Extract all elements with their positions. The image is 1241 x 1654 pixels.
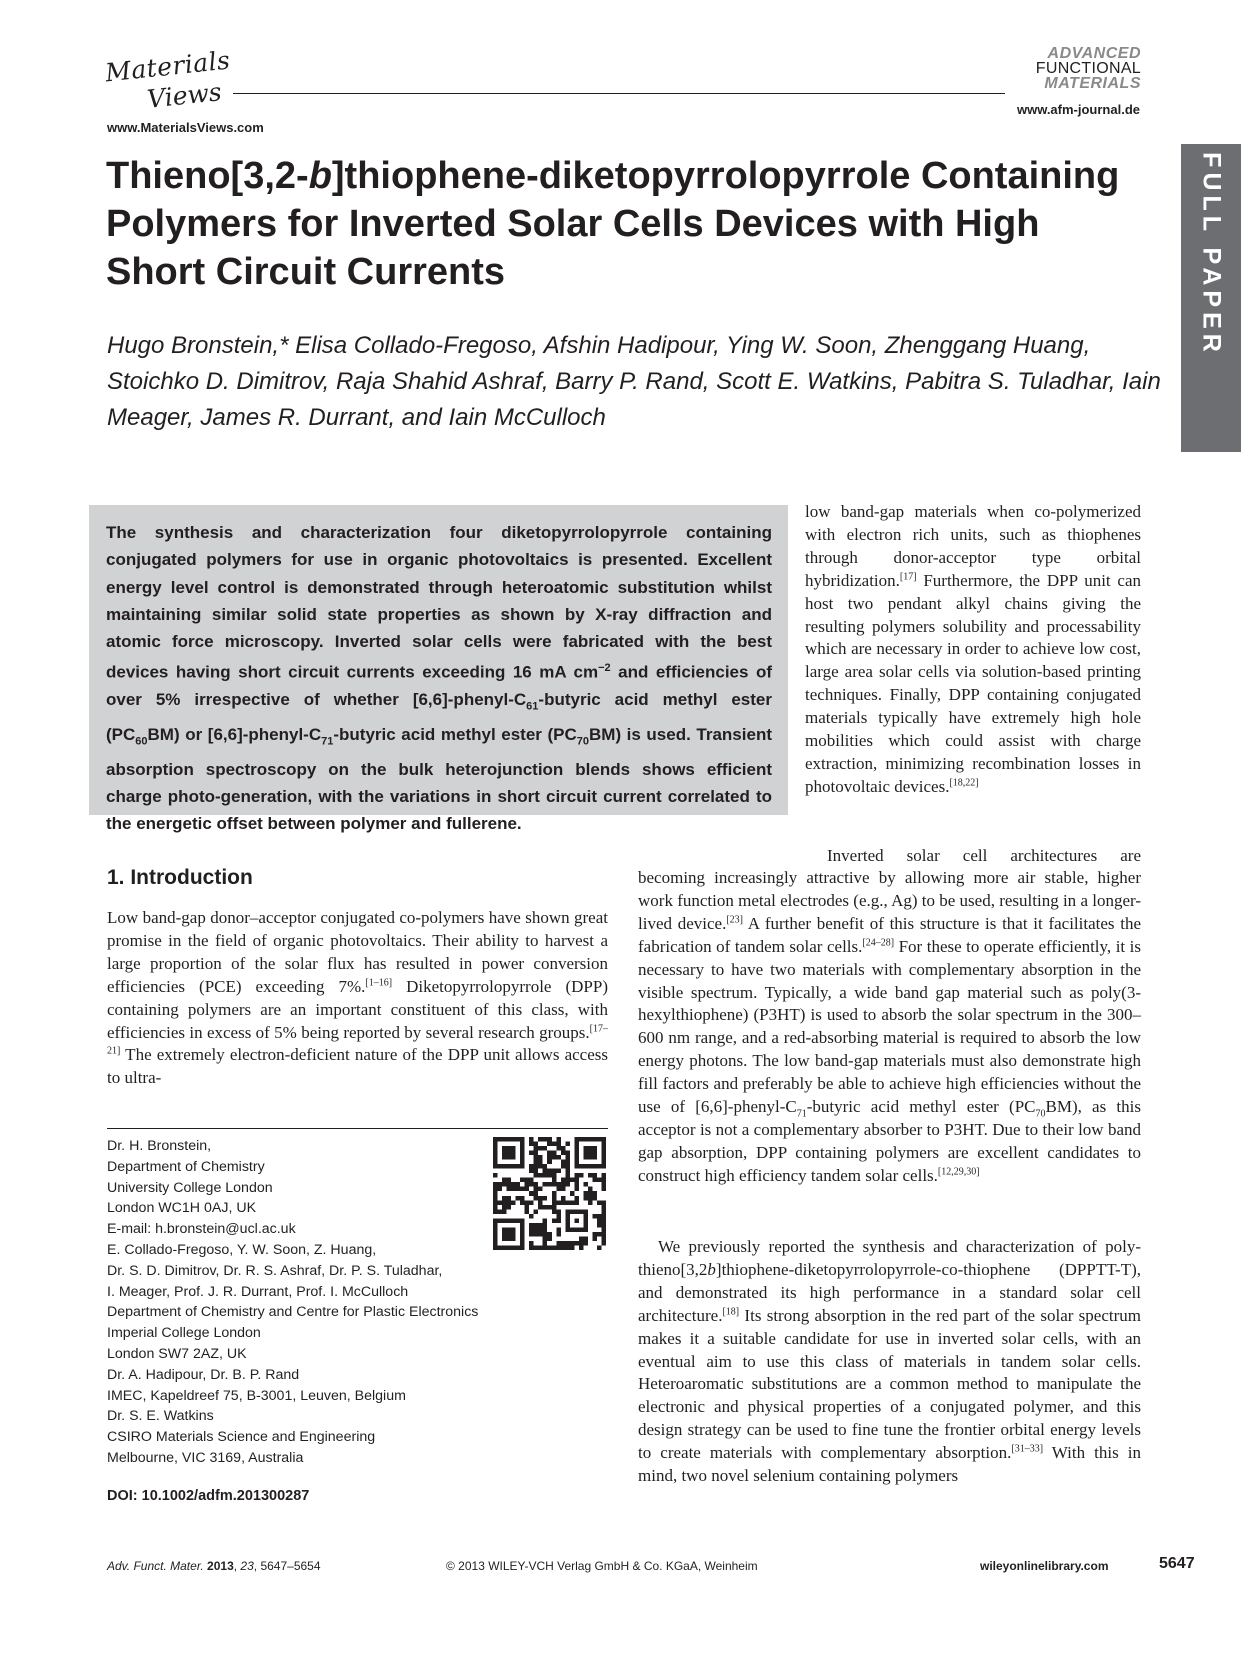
journal-logo-line1: ADVANCED <box>1047 45 1141 62</box>
affiliation-line: University College London <box>107 1179 273 1196</box>
qr-code-icon[interactable] <box>493 1137 606 1250</box>
introduction-paragraph: Low band-gap donor–acceptor conjugated co-polymers have shown great promise in the field of organic photovoltaics. Their ability to harvest a large proportion of the solar flux has resulted in power conversion efficiencies (PCE) exceeding 7%.[1–16] Diketopyrrolopyrrole (DPP) containing polymers are an important constituent of this class, with efficiencies in excess of 5% being reported by several research groups.[17–21] The extremely electron-deficient nature of the DPP unit allows access to ultra- <box>107 908 609 1088</box>
page-number: 5647 <box>1159 1555 1195 1572</box>
affiliation-line: Imperial College London <box>107 1325 261 1342</box>
article-title: Thieno[3,2-b]thiophene-diketopyrrolopyrrole Containing Polymers for Inverted Solar Cells Devices with High Short Circuit Currents <box>106 155 1120 293</box>
journal-logo <box>1036 46 1141 91</box>
right-paragraph-2: We previously reported the synthesis and characterization of poly-thieno[3,2b]thiophene-diketopyrrolopyrrole-co-thiophene (DPPTT-T), and demonstrated its high performance in a standard solar cell architecture.[18] Its strong absorption in the red part of the solar spectrum makes it a suitable candidate for use in inverted solar cells, with an eventual aim to use this class of materials in tandem solar cells. Heteroaromatic substitutions are a common method to manipulate the electronic and physical properties of a conjugated polymer, and this design strategy can be used to fine tune the frontier orbital energy levels to create materials with complementary absorption.[31–33] With this in mind, two novel selenium containing polymers <box>638 1237 1141 1486</box>
affiliation-line: I. Meager, Prof. J. R. Durrant, Prof. I. McCulloch <box>107 1283 409 1300</box>
author-email[interactable]: E-mail: h.bronstein@ucl.ac.uk <box>107 1221 296 1238</box>
affiliation-line: Dr. H. Bronstein, <box>107 1138 212 1154</box>
materials-views-logo <box>103 45 232 114</box>
citation-ref[interactable]: [23] <box>726 914 743 926</box>
journal-site-link[interactable]: www.afm-journal.de <box>1016 102 1140 117</box>
affiliation-rule <box>107 1128 608 1129</box>
citation-ref[interactable]: [18] <box>722 1306 740 1318</box>
citation-ref[interactable]: [17] <box>899 571 917 583</box>
section-tab-label: FULL PAPER <box>1197 152 1226 357</box>
affiliation-line: Department of Chemistry and Centre for Plastic Electronics <box>107 1304 479 1321</box>
header-rule <box>233 93 1005 94</box>
right-paragraph-1: becoming increasingly attractive by allowing more air stable, higher work function metal electrodes (e.g., Ag) to be used, resulting in a longer-lived device.[23] A further benefit of this structure is that it facilitates the fabrication of tandem solar cells.[24–28] For these to operate efficiently, it is necessary to have two materials with complementary absorption in the visible spectrum. Typically, a wide band gap material such as poly(3-hexylthiophene) (P3HT) is used to absorb the solar spectrum in the 300–600 nm range, and a red-absorbing material is required to absorb the low energy photons. The low band-gap materials must also demonstrate high fill factors and preferably be able to achieve high efficiencies without the use of $[6,6]-phenyl-C_{71}$-butyric acid methyl ester $(PC_{70}BM)$, as this acceptor is not a complementary absorber to P3HT. Due to their low band gap absorption, DPP containing polymers are excellent candidates to construct high efficiency tandem solar cells.[12,29,30] <box>638 868 1142 1185</box>
affiliation-line: London WC1H 0AJ, UK <box>107 1200 257 1217</box>
affiliations-block <box>107 1136 507 1469</box>
abstract-text: The synthesis and characterization four diketopyrrolopyrrole containing conjugated polymers for use in organic photovoltaics is presented. Excellent energy level control is demonstrated through heteroatomic substitution whilst maintaining similar solid state properties as shown by X-ray diffraction and atomic force microscopy. Inverted solar cells were fabricated with the best devices having short circuit currents exceeding 16 mA $cm^{-2}$ and efficiencies of over 5% irrespective of whether $[6,6]-phenyl-C_{61}$-butyric acid methyl ester $(PC_{60}BM)$ or $[6,6]-phenyl-C_{71}$-butyric acid methyl ester $(PC_{70}BM)$ is used. Transient absorption spectroscopy on the bulk heterojunction blends shows efficient charge photo-generation, with the variations in short circuit current correlated to the energetic offset between polymer and fullerene. <box>106 523 772 834</box>
section-heading-introduction: 1. Introduction <box>107 866 253 889</box>
affiliation-line: Melbourne, VIC 3169, Australia <box>107 1449 304 1466</box>
affiliation-line: Dr. A. Hadipour, Dr. B. P. Rand <box>107 1366 300 1383</box>
citation-ref[interactable]: [17–21] <box>107 1022 608 1057</box>
abstract-box <box>89 505 788 834</box>
footer-library-link[interactable]: wileyonlinelibrary.com <box>980 1559 1109 1573</box>
affiliation-line: IMEC, Kapeldreef 75, B-3001, Leuven, Belgium <box>107 1387 406 1404</box>
right-paragraph-1-first-line: Inverted solar cell architectures are <box>827 846 1141 865</box>
affiliation-line: Department of Chemistry <box>107 1158 265 1175</box>
affiliation-line: Dr. S. E. Watkins <box>107 1408 214 1425</box>
citation-ref[interactable]: [12,29,30] <box>937 1166 980 1178</box>
affiliation-line: London SW7 2AZ, UK <box>107 1345 247 1362</box>
section-tab <box>1181 144 1241 452</box>
journal-logo-line2: FUNCTIONAL <box>1035 60 1141 77</box>
affiliation-line: E. Collado-Fregoso, Y. W. Soon, Z. Huang, <box>107 1241 377 1258</box>
affiliation-line: Dr. S. D. Dimitrov, Dr. R. S. Ashraf, Dr. P. S. Tuladhar, <box>107 1262 443 1279</box>
logo-text-views: Views <box>145 77 223 114</box>
citation-ref[interactable]: [24–28] <box>862 937 895 949</box>
author-list: Hugo Bronstein,* Elisa Collado-Fregoso, Afshin Hadipour, Ying W. Soon, Zhenggang Huang, Stoichko D. Dimitrov, Raja Shahid Ashraf, Barry P. Rand, Scott E. Watkins, Pabitra S. Tuladhar, Iain Meager, James R. Durrant, and Iain McCulloch <box>107 332 1161 431</box>
citation-ref[interactable]: [31–33] <box>1011 1443 1044 1455</box>
footer-copyright: © 2013 WILEY-VCH Verlag GmbH & Co. KGaA, Weinheim <box>446 1559 758 1573</box>
right-column-paragraph-top: low band-gap materials when co-polymerized with electron rich units, such as thiophenes through donor-acceptor type orbital hybridization.[17] Furthermore, the DPP unit can host two pendant alkyl chains giving the resulting polymers solubility and processability which are necessary in order to achieve low cost, large area solar cells via solution-based printing techniques. Finally, DPP containing conjugated materials typically have extremely high hole mobilities which could assist with charge extraction, minimizing recombination losses in photovoltaic devices.[18,22] <box>805 502 1141 796</box>
footer-citation: Adv. Funct. Mater. 2013, 23, 5647–5654 <box>107 1559 321 1573</box>
publisher-site-link[interactable]: www.MaterialsViews.com <box>107 120 264 135</box>
citation-ref[interactable]: [18,22] <box>949 777 979 789</box>
logo-text-materials: Materials <box>103 45 232 88</box>
doi[interactable]: DOI: 10.1002/adfm.201300287 <box>107 1488 310 1504</box>
citation-ref[interactable]: [1–16] <box>365 977 393 989</box>
affiliation-line: CSIRO Materials Science and Engineering <box>107 1429 376 1446</box>
journal-logo-line3: MATERIALS <box>1044 75 1141 92</box>
